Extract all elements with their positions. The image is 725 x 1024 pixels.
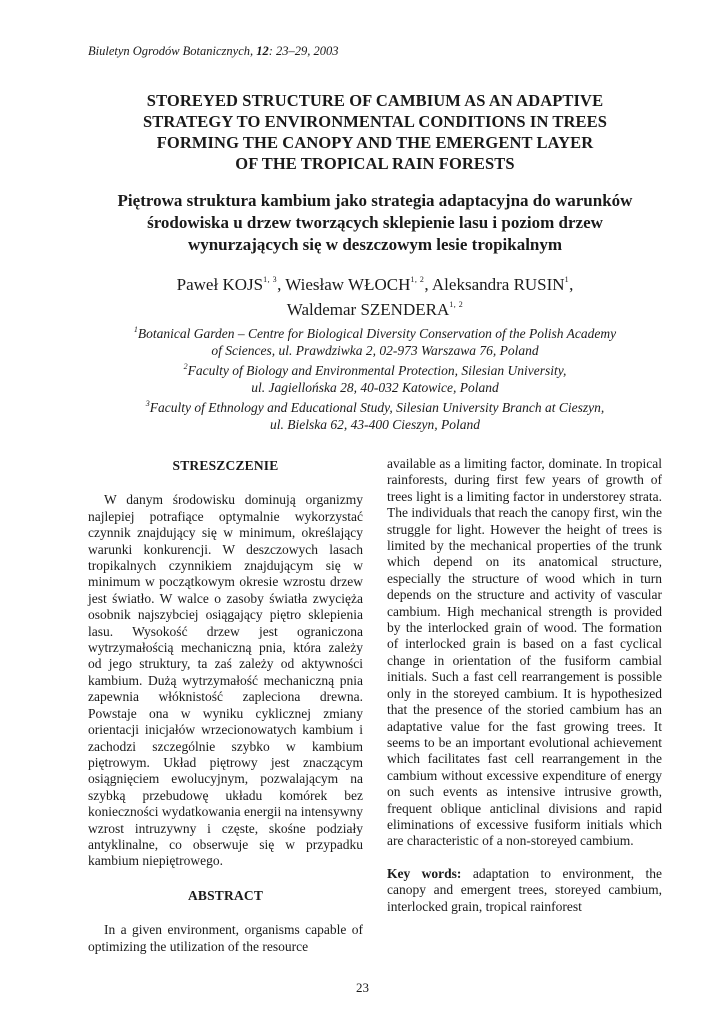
title-english-line: OF THE TROPICAL RAIN FORESTS: [235, 154, 515, 173]
page-number: 23: [356, 980, 369, 995]
author-affiliation-marker: 1, 2: [410, 275, 425, 284]
affiliation-line: [80, 380, 670, 397]
abstract-text-start: In a given environment, organisms capable of optimizing the utilization of the resource: [88, 922, 363, 954]
title-polish: [90, 190, 660, 256]
abstract-text-continued: available as a limiting factor, dominate. In tropical rainforests, during first few years of growth of trees light is a limiting factor in understorey strata. The individuals that reach the canopy first, win the struggle for light. However the height of trees is limited by the mechanical properties of the trunk which depend on its anatomical structure, especially the structure of wood which in turn depends on the structure and activity of vascular cambium. High mechanical strength is provided by the interlocked grain of wood. The formation of interlocked grain is based on a fast cyclical change in orientation of the fusiform cambial initials. Such a fast cell rearrangement is possible only in the storeyed cambium. It is hypothesized that the presence of the storied cambium has an adaptative value for the fast growing trees. It seems to be an important evolutional achievement which facilitates fast cell rearrangement in the cambium without excessive expenditure of energy on such events as intensive intrusive growth, frequent oblique anticlinal divisions and rapid eliminations of excessive fusiform initials which are characteristic of a non-storeyed cambium.: [387, 456, 662, 849]
title-polish-line: wynurzających się w deszczowym lesie tropikalnym: [187, 235, 563, 254]
affiliation-line: [80, 396, 670, 417]
title-polish-line: Piętrowa struktura kambium jako strategia adaptacyjna do warunków: [117, 191, 633, 210]
keywords-text: adaptation to environment, the canopy and emergent trees, storeyed cambium, interlocked grain, tropical rainforest: [387, 865, 663, 914]
affiliations: [80, 322, 670, 433]
streszczenie-heading: STRESZCZENIE: [172, 458, 279, 473]
affiliation-marker: 2: [183, 362, 188, 371]
affiliation-text: of Sciences, ul. Prawdziwka 2, 02-973 Warszawa 76, Poland: [211, 342, 539, 358]
affiliation-text: Faculty of Ethnology and Educational Study, Silesian University Branch at Cieszyn,: [149, 400, 605, 415]
keywords: [387, 866, 662, 915]
author-name: Wiesław WŁOCH: [285, 275, 411, 294]
abstract-heading: ABSTRACT: [187, 887, 264, 903]
author-affiliation-marker: 1, 3: [263, 275, 278, 284]
authors: Paweł KOJS$^{1, 3}$, Wiesław WŁOCH$^{1, 2}$, Aleksandra RUSIN$^1$, Waldemar SZENDERA$^{1, 2}$: [176, 275, 574, 319]
journal-name: Biuletyn Ogrodów Botanicznych,: [88, 44, 254, 58]
title-english-line: FORMING THE CANOPY AND THE EMERGENT LAYER: [156, 133, 594, 152]
streszczenie-text: W danym środowisku dominują organizmy najlepiej potrafiące optymalnie wykorzystać czynnik znajdujący się w minimum, określający warunki konkurencji. W deszczowych lasach tropikalnych czynnikiem znajdującym się w minimum w początkowym okresie wzrostu drzew jest światło. W walce o zasoby światła zwycięża osobnik najszybciej osiągający piętro sklepienia lasu. Wysokość drzew jest ograniczona wytrzymałością mechaniczną pnia, która zależy od jego struktury, ta zaś zależy od aktywności kambium. Dużą wytrzymałość mechaniczną pnia zapewnia włóknistość zaplecionа drewna. Powstaje ona w wyniku cyklicznej zmiany orientacji inicjałów wrzecionowatych kambium i zachodzi szczególnie szybko w kambium piętrowym. Układ piętrowy jest znaczącym osiągnięciem ewolucyjnym, pozwalającym na szybką przebudowę układu komórek bez konieczności wydatkowania energii na intensywny wzrost intruzywny i częste, skośne podziały antyklinalne, co obserwuje się w przypadku kambium niepiętrowego.: [88, 492, 363, 869]
title-polish-line: środowiska u drzew tworzących sklepienie lasu i poziom drzew: [147, 213, 603, 232]
affiliation-text: ul. Jagiellońska 28, 40-032 Katowice, Poland: [251, 379, 499, 395]
author-affiliation-marker: 1: [564, 275, 570, 284]
author-name: Aleksandra RUSIN: [431, 275, 565, 294]
affiliation-text: Botanical Garden – Centre for Biological Diversity Conservation of the Polish Academy: [137, 326, 617, 341]
keywords-label: Key words:: [387, 865, 462, 881]
affiliation-marker: 1: [133, 325, 138, 334]
left-column: [88, 456, 363, 955]
affiliation-text: ul. Bielska 62, 43-400 Cieszyn, Poland: [270, 416, 480, 432]
affiliation-marker: 3: [145, 399, 150, 408]
journal-pages: : 23–29, 2003: [268, 44, 339, 58]
right-column: [387, 456, 662, 915]
author-name: Waldemar SZENDERA: [286, 300, 450, 319]
affiliation-line: [80, 343, 670, 360]
affiliation-text: Faculty of Biology and Environmental Protection, Silesian University,: [187, 363, 567, 378]
author-name: Paweł KOJS: [176, 275, 264, 294]
journal-citation: [88, 44, 339, 59]
title-english-line: STOREYED STRUCTURE OF CAMBIUM AS AN ADAPTIVE: [146, 91, 604, 110]
author-affiliation-marker: 1, 2: [449, 300, 464, 309]
affiliation-line: [80, 417, 670, 434]
affiliation-line: [80, 359, 670, 380]
affiliation-line: [80, 322, 670, 343]
title-english: [90, 90, 660, 174]
journal-volume: 12: [256, 44, 269, 58]
title-english-line: STRATEGY TO ENVIRONMENTAL CONDITIONS IN TREES: [142, 112, 608, 131]
